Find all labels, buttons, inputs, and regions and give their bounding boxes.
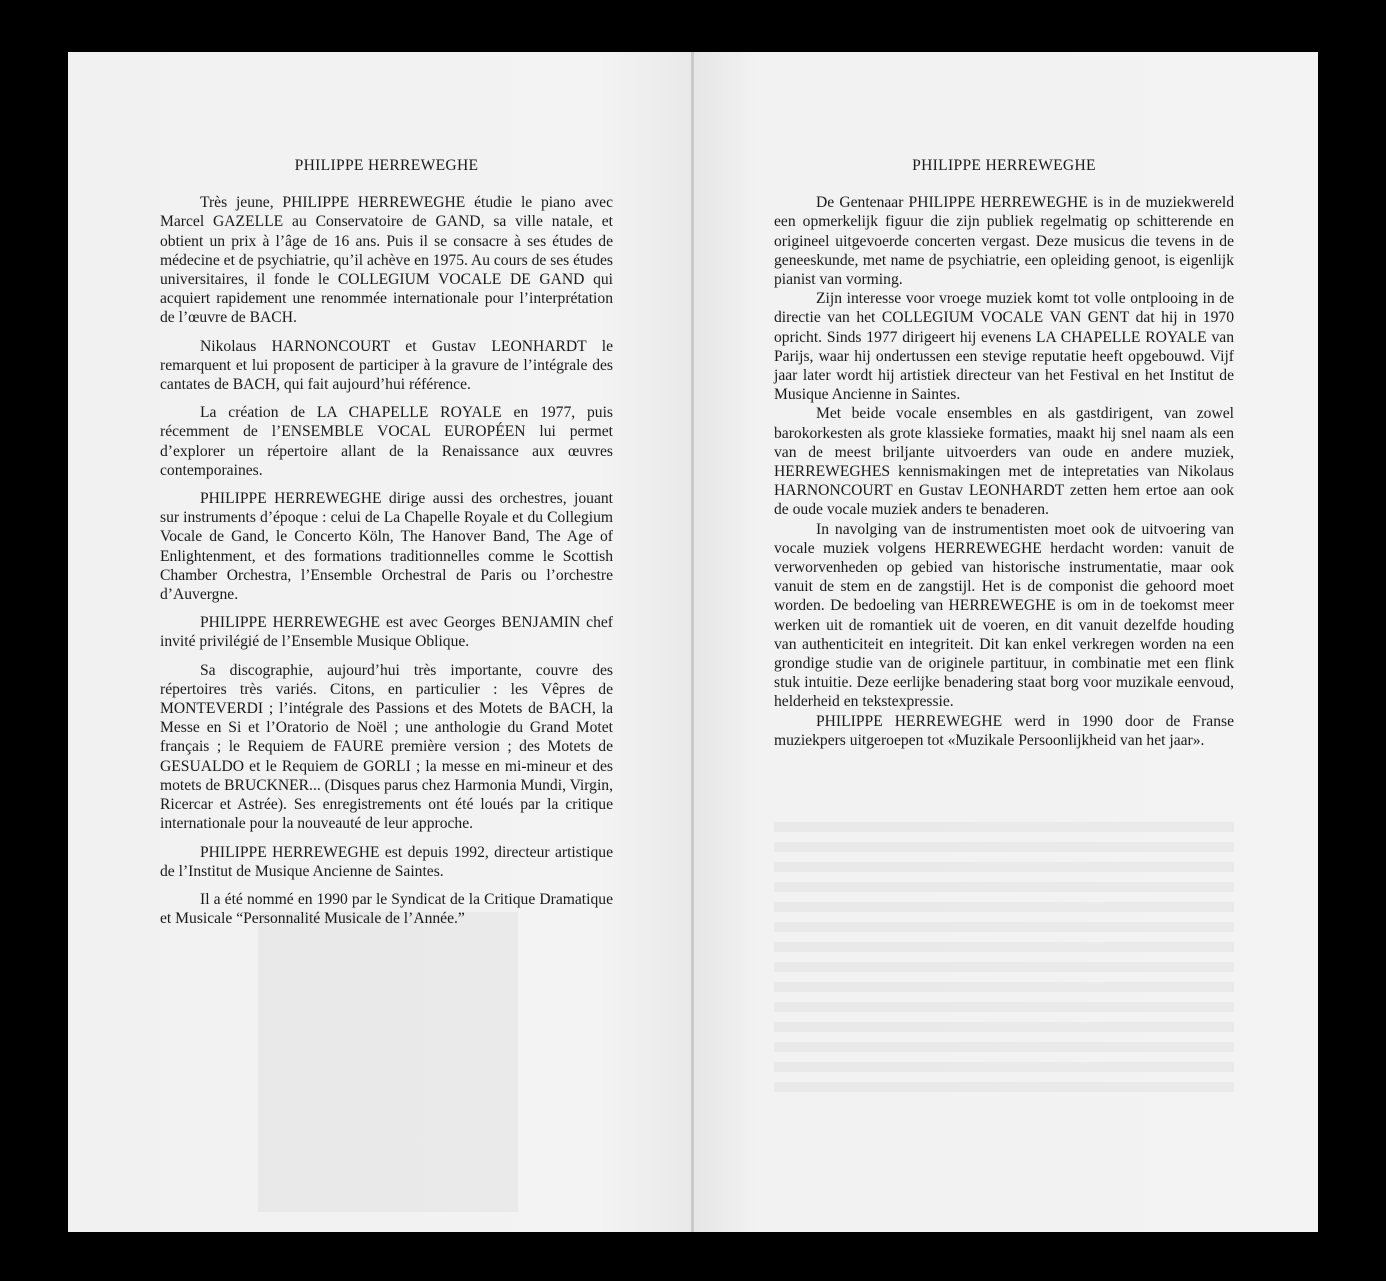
- right-paragraph: PHILIPPE HERREWEGHE werd in 1990 door de Franse muziekpers uitgeroepen tot «Muzikale Persoonlijkheid van het jaar».: [774, 712, 1234, 749]
- left-paragraph: La création de LA CHAPELLE ROYALE en 1977, puis récemment de l’ENSEMBLE VOCAL EUROPÉEN lui permet d’explorer un répertoire allant de la Renaissance aux œuvres contemporaines.: [160, 404, 613, 479]
- right-paragraph: De Gentenaar PHILIPPE HERREWEGHE is in de muziekwereld een opmerkelijk figuur die zijn publiek regelmatig op schitterende en origineel uitgevoerde concerten vergast. Deze musicus die tevens in de geneeskunde, met name de psychiatrie, een opleiding genoot, is eigenlijk pianist van vorming.: [774, 194, 1234, 289]
- left-paragraph: PHILIPPE HERREWEGHE est depuis 1992, directeur artistique de l’Institut de Musique Ancienne de Saintes.: [160, 843, 613, 880]
- right-paragraph: Met beide vocale ensembles en als gastdirigent, van zowel barokorkesten als grote klassieke formaties, maakt hij snel naam als een van de meest briljante uitvoerders van oude en andere muziek, HERREWEGHES kennismakingen met de intepretaties van Nikolaus HARNONCOURT en Gustav LEONHARDT zetten hem ertoe aan ook de oude vocale muziek anders te benaderen.: [774, 405, 1234, 519]
- left-paragraph: Nikolaus HARNONCOURT et Gustav LEONHARDT le remarquent et lui proposent de participer à la gravure de l’intégrale des cantates de BACH, qui fait aujourd’hui référence.: [160, 337, 613, 394]
- left-paragraph: PHILIPPE HERREWEGHE dirige aussi des orchestres, jouant sur instruments d’époque : celui de La Chapelle Royale et du Collegium Vocale de Gand, le Concerto Köln, The Hanover Band, The Age of Enlightenment, et des formations traditionnelles comme le Scottish Chamber Orchestra, l’Ensemble Orchestral de Paris ou l’orchestre d’Auvergne.: [160, 490, 613, 604]
- show-through-image: [258, 912, 518, 1212]
- left-paragraph: Très jeune, PHILIPPE HERREWEGHE étudie le piano avec Marcel GAZELLE au Conservatoire de GAND, sa ville natale, et obtient un prix à l’âge de 16 ans. Puis il se consacre à ses études de médecine et de psychiatrie, qu’il achève en 1975. Au cours de ses études universitaires, il fonde le COLLEGIUM VOCALE DE GAND qui acquiert rapidement une renommée internationale pour l’interprétation de l’œuvre de BACH.: [160, 194, 613, 327]
- right-page: [694, 52, 1318, 1232]
- show-through-text: [774, 822, 1234, 1092]
- right-page-title: PHILIPPE HERREWEGHE: [912, 157, 1096, 174]
- left-paragraph: Sa discographie, aujourd’hui très importante, couvre des répertoires très variés. Citons, en particulier : les Vêpres de MONTEVERDI ; l’intégrale des Passions et des Motets de BACH, la Messe en Si et l’Oratorio de Noël ; une anthologie du Grand Motet français ; le Requiem de FAURE première version ; des Motets de GESUALDO et le Requiem de GORLI ; la messe en mi-mineur et des motets de BRUCKNER... (Disques parus chez Harmonia Mundi, Virgin, Ricercar et Astrée). Ses enregistrements ont été loués par la critique internationale pour la nouveauté de leur approche.: [160, 661, 613, 833]
- right-paragraph: In navolging van de instrumentisten moet ook de uitvoering van vocale muziek volgens HERREWEGHE herdacht worden: vanuit de verworvenheden op gebied van historische instrumentatie, maar ook vanuit de stem en de zangstijl. Het is de componist die gehoord moet worden. De bedoeling van HERREWEGHE is om in de toekomst meer werken uit de romantiek uit de voeren, en dit vanuit dezelfde houding van authenticiteit en integriteit. Dit kan enkel verkregen worden na een grondige studie van de originele partituur, in combinatie met een flink stuk intuitie. Deze eerlijke benadering staat borg voor muzikale eenvoud, helderheid en tekstexpressie.: [774, 520, 1234, 711]
- left-paragraph: Il a été nommé en 1990 par le Syndicat de la Critique Dramatique et Musicale “Personnalité Musicale de l’Année.”: [160, 890, 613, 928]
- left-page: [68, 52, 692, 1232]
- left-page-title: PHILIPPE HERREWEGHE: [294, 157, 479, 174]
- right-paragraph: Zijn interesse voor vroege muziek komt tot volle ontplooing in de directie van het COLLEGIUM VOCALE VAN GENT dat hij in 1970 opricht. Sinds 1977 dirigeert hij evenens LA CHAPELLE ROYALE van Parijs, waar hij ondertussen een stevige reputatie heeft opgebouwd. Vijf jaar later wordt hij artistiek directeur van het Festival en het Institut de Musique Ancienne in Saintes.: [774, 290, 1234, 404]
- right-text-column: [774, 156, 1234, 750]
- left-paragraph: PHILIPPE HERREWEGHE est avec Georges BENJAMIN chef invité privilégié de l’Ensemble Musique Oblique.: [160, 614, 613, 651]
- left-text-column: [160, 156, 613, 937]
